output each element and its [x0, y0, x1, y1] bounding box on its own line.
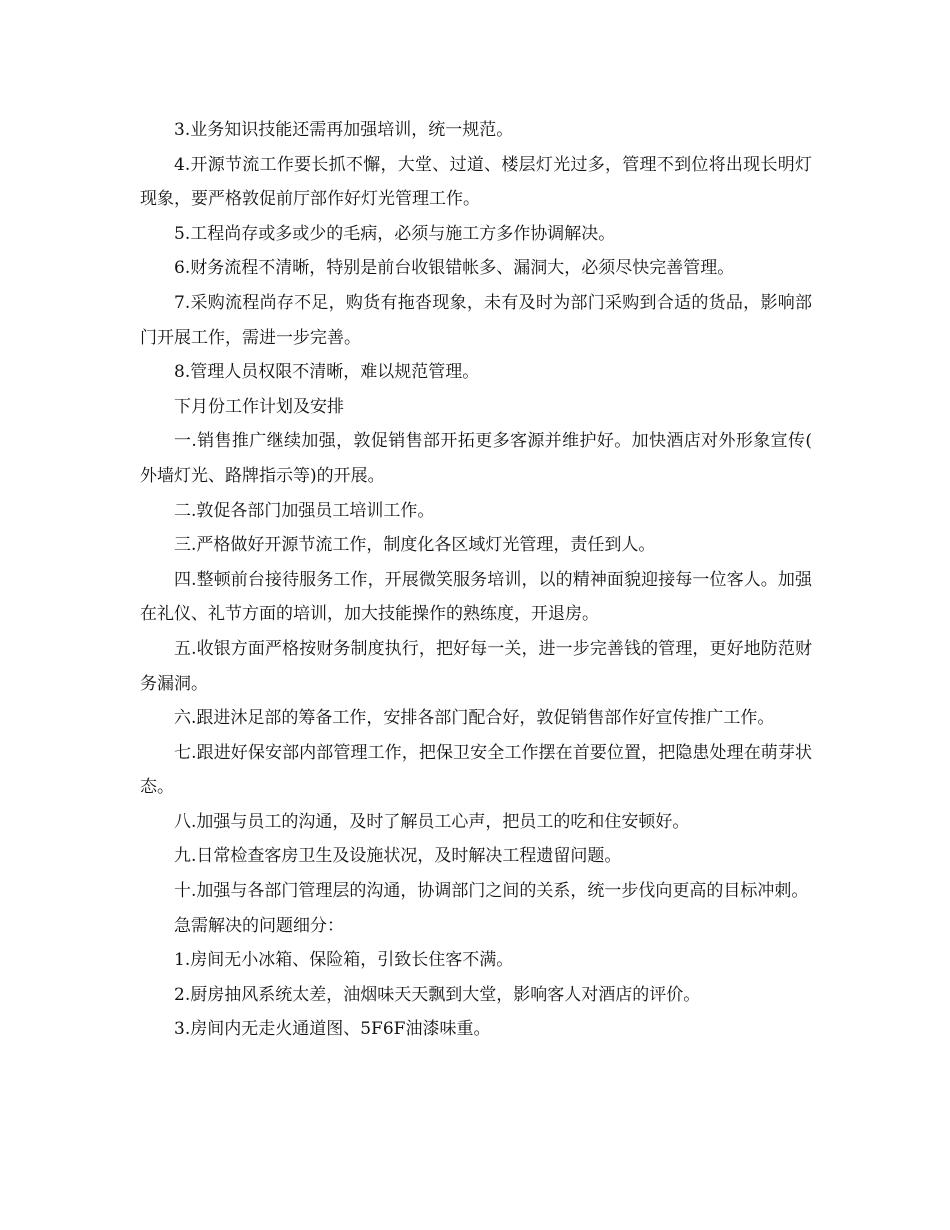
issue-item-3: 3.房间内无走火通道图、5F6F油漆味重。 [174, 1019, 491, 1040]
section-heading-urgent-issues: 急需解决的问题细分： [174, 915, 344, 936]
plan-item-6: 六.跟进沐足部的筹备工作，安排各部门配合好，敦促销售部作好宣传推广工作。 [174, 708, 775, 729]
plan-item-3: 三.严格做好开源节流工作，制度化各区域灯光管理，责任到人。 [174, 535, 656, 556]
plan-item-8: 八.加强与员工的沟通，及时了解员工心声，把员工的吃和住安顿好。 [174, 811, 690, 832]
plan-item-7: 七.跟进好保安部内部管理工作，把保卫安全工作摆在首要位置，把隐患处理在萌芽状态。 [140, 742, 812, 798]
paragraph-item-8: 8.管理人员权限不清晰，难以规范管理。 [174, 362, 480, 383]
paragraph-item-7: 7.采购流程尚存不足，购货有拖沓现象，未有及时为部门采购到合适的货品，影响部门开展工作，需进一步完善。 [140, 292, 812, 348]
document-body [140, 113, 812, 1047]
plan-item-1: 一.销售推广继续加强，敦促销售部开拓更多客源并维护好。加快酒店对外形象宣传(外墙灯光、路牌指示等)的开展。 [140, 431, 812, 486]
plan-item-5: 五.收银方面严格按财务制度执行，把好每一关，进一步完善钱的管理，更好地防范财务漏洞。 [140, 638, 812, 694]
issue-item-2: 2.厨房抽风系统太差，油烟味天天飘到大堂，影响客人对酒店的评价。 [174, 984, 701, 1005]
section-heading-next-month-plan: 下月份工作计划及安排 [174, 396, 344, 417]
paragraph-item-6: 6.财务流程不清晰，特别是前台收银错帐多、漏洞大，必须尽快完善管理。 [174, 258, 735, 279]
plan-item-2: 二.敦促各部门加强员工培训工作。 [174, 500, 435, 521]
plan-item-9: 九.日常检查客房卫生及设施状况，及时解决工程遗留问题。 [174, 846, 622, 867]
issue-item-1: 1.房间无小冰箱、保险箱，引致长住客不满。 [174, 950, 514, 971]
paragraph-item-5: 5.工程尚存或多或少的毛病，必须与施工方多作协调解决。 [174, 223, 616, 244]
paragraph-item-4: 4.开源节流工作要长抓不懈，大堂、过道、楼层灯光过多，管理不到位将出现长明灯现象，要严格敦促前厅部作好灯光管理工作。 [140, 154, 812, 210]
plan-item-10: 十.加强与各部门管理层的沟通，协调部门之间的关系，统一步伐向更高的目标冲刺。 [174, 881, 809, 902]
plan-item-4: 四.整顿前台接待服务工作，开展微笑服务培训，以的精神面貌迎接每一位客人。加强在礼仪、礼节方面的培训，加大技能操作的熟练度，开退房。 [140, 569, 812, 625]
paragraph-item-3: 3.业务知识技能还需再加强培训，统一规范。 [174, 120, 514, 140]
